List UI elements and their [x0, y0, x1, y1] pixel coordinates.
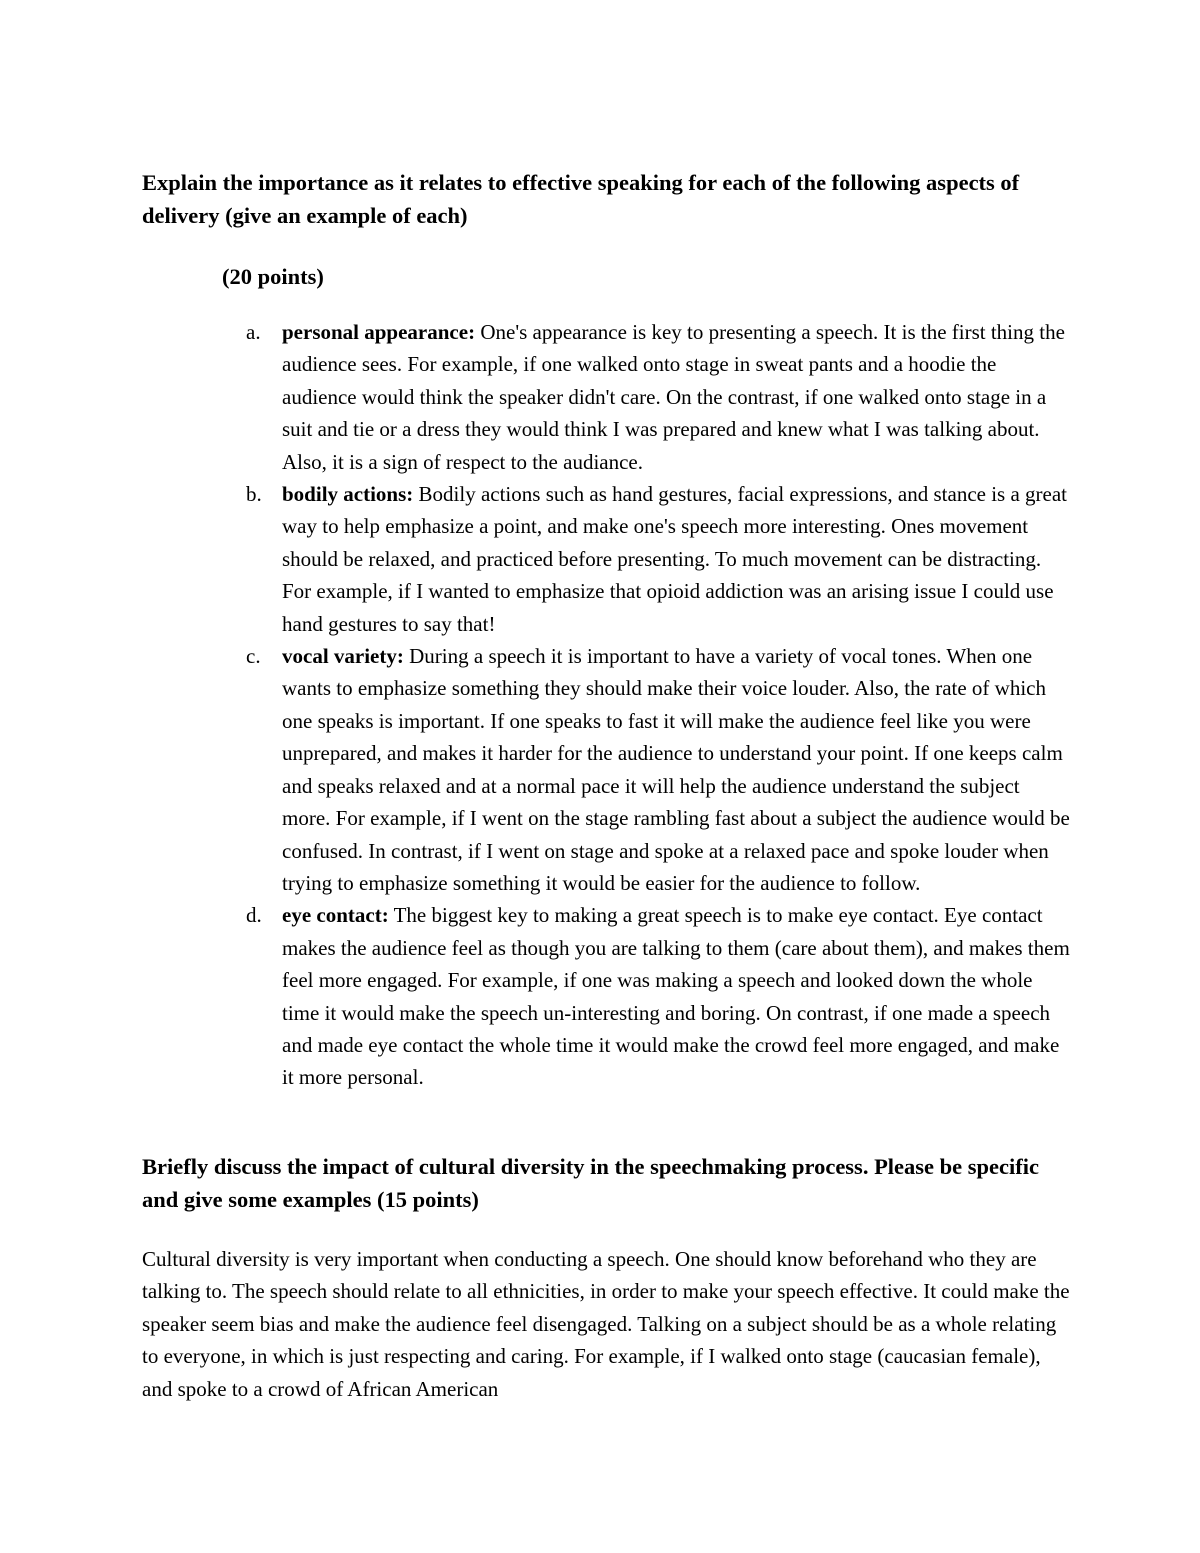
list-item-eye-contact — [0, 899, 1072, 1093]
list-item-text: During a speech it is important to have a variety of vocal tones. When one wants to emphasize something they should make their voice louder. Also, the rate of which one speaks is important. If one speaks to fast it will make the audience feel like you were unprepared, and makes it harder for the audience to understand your point. If one keeps calm and speaks relaxed and at a normal pace it will help the audience understand the subject more. For example, if I went on the stage rambling fast about a subject the audience would be confused. In contrast, if I went on stage and spoke at a relaxed pace and spoke louder when trying to emphasize something it would be easier for the audience to follow. — [282, 644, 1070, 895]
question-2-answer: Cultural diversity is very important when conducting a speech. One should know beforehand who they are talking to. The speech should relate to all ethnicities, in order to make your speech effective. It could make the speaker seem bias and make the audience feel disengaged. Talking on a subject should be as a whole relating to everyone, in which is just respecting and caring. For example, if I walked onto stage (caucasian female), and spoke to a crowd of African American — [142, 1247, 1070, 1401]
question-1-points: (20 points) — [222, 264, 324, 289]
list-item-bodily-actions — [0, 478, 1072, 640]
list-item-term: vocal variety: — [282, 644, 404, 669]
list-item-text: Bodily actions such as hand gestures, facial expressions, and stance is a great way to help emphasize a point, and make one's speech more interesting. Ones movement should be relaxed, and practiced before presenting. To much movement can be distracting. For example, if I wanted to emphasize that opioid addiction was an arising issue I could use hand gestures to say that! — [282, 482, 1068, 636]
list-item-letter: d. — [246, 903, 262, 928]
list-item-vocal-variety — [0, 640, 1072, 899]
list-item-personal-appearance — [0, 316, 1072, 478]
list-item-text: One's appearance is key to presenting a speech. It is the first thing the audience sees. For example, if one walked onto stage in sweat pants and a hoodie the audience would think the speaker didn't care. On the contrast, if one walked onto stage in a suit and tie or a dress they would think I was prepared and knew what I was talking about. Also, it is a sign of respect to the audiance. — [282, 320, 1065, 474]
question-1-heading: Explain the importance as it relates to effective speaking for each of the following aspects of delivery (give an example of each) — [142, 170, 1020, 228]
list-item-letter: c. — [246, 644, 261, 669]
list-item-letter: a. — [246, 320, 261, 344]
delivery-aspects-list — [0, 316, 1200, 1094]
list-item-letter: b. — [246, 482, 262, 507]
question-2-heading: Briefly discuss the impact of cultural diversity in the speechmaking process. Please be specific and give some examples (15 points) — [142, 1154, 1040, 1212]
list-item-text: The biggest key to making a great speech is to make eye contact. Eye contact makes the audience feel as though you are talking to them (care about them), and makes them feel more engaged. For example, if one was making a speech and looked down the whole time it would make the speech un-interesting and boring. On contrast, if one made a speech and made eye contact the whole time it would make the crowd feel more engaged, and make it more personal. — [282, 903, 1070, 1090]
list-item-term: bodily actions: — [282, 482, 414, 507]
list-item-term: eye contact: — [282, 903, 389, 928]
list-item-term: personal appearance: — [282, 320, 476, 344]
